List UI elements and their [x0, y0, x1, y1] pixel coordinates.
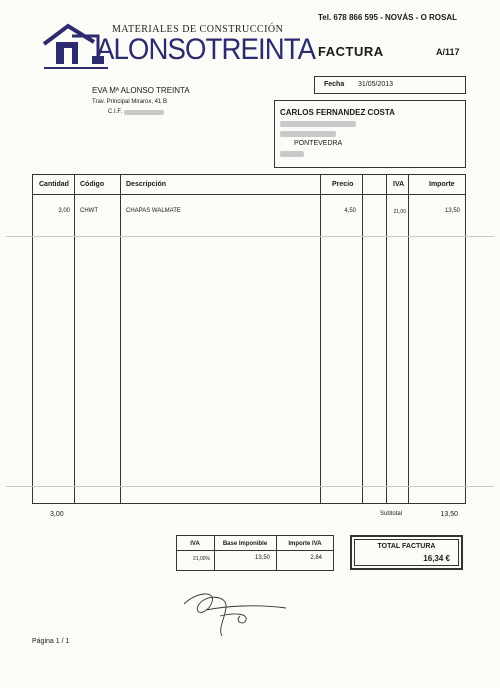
tax-base-value: 13,50 — [254, 555, 270, 561]
logo-tagline: MATERIALES DE CONSTRUCCIÓN — [112, 24, 284, 35]
scan-artifact-line — [6, 236, 494, 237]
total-value: 16,34 € — [423, 554, 450, 563]
header-iva: IVA — [393, 181, 405, 188]
client-name: CARLOS FERNANDEZ COSTA — [280, 108, 395, 117]
tax-header-base: Base Imponible — [222, 541, 268, 547]
items-table — [32, 174, 466, 504]
issuer-address: Trav. Principal Mirarox, 41 B — [92, 99, 168, 105]
company-contact: Tel. 678 866 595 - NOVÁS - O ROSAL — [318, 13, 458, 22]
invoice-number: A/117 — [436, 47, 460, 57]
subtotal-value: 13,50 — [440, 511, 458, 518]
column-divider — [386, 174, 387, 504]
date-value: 31/05/2013 — [358, 81, 394, 88]
tax-table-divider — [176, 550, 334, 551]
column-divider — [320, 174, 321, 504]
header-codigo: Código — [80, 181, 105, 188]
redacted-cif — [124, 110, 164, 115]
row-cantidad: 3,00 — [58, 208, 70, 214]
scan-artifact-line — [6, 486, 494, 487]
column-divider — [120, 174, 121, 504]
client-city: PONTEVEDRA — [294, 140, 343, 147]
tax-header-iva: IVA — [190, 541, 200, 547]
tax-iva-value: 21,00% — [193, 556, 210, 562]
column-divider — [362, 174, 363, 504]
total-quantity: 3,00 — [50, 511, 64, 518]
redacted-client-address — [280, 121, 356, 127]
header-importe: Importe — [429, 181, 455, 188]
row-descripcion: CHAPAS WALMATE — [126, 208, 181, 214]
header-cantidad: Cantidad — [39, 181, 69, 188]
logo-company-name: ALONSOTREINTA — [96, 33, 316, 66]
row-importe: 13,50 — [444, 208, 460, 214]
row-codigo: CHWT — [80, 208, 98, 214]
page-number: Página 1 / 1 — [32, 638, 70, 645]
date-label: Fecha — [324, 81, 345, 88]
handwritten-signature — [176, 586, 292, 638]
column-divider — [74, 174, 75, 504]
issuer-name: EVA Mª ALONSO TREINTA — [92, 86, 190, 95]
tax-header-importe-iva: Importe IVA — [288, 541, 322, 547]
header-descripcion: Descripción — [126, 181, 167, 188]
issuer-cif-label: C.I.F. — [108, 109, 123, 115]
document-title: FACTURA — [318, 44, 384, 59]
redacted-client-cif — [280, 151, 304, 157]
header-precio: Precio — [332, 181, 354, 188]
row-precio: 4,50 — [344, 208, 356, 214]
redacted-client-address-2 — [280, 131, 336, 137]
total-label: TOTAL FACTURA — [377, 543, 436, 550]
tax-importe-value: 2,84 — [310, 555, 322, 561]
subtotal-label: Subtotal — [380, 511, 403, 517]
column-divider — [408, 174, 409, 504]
items-table-header-divider — [32, 194, 466, 195]
row-iva: 21,00 — [393, 209, 406, 215]
